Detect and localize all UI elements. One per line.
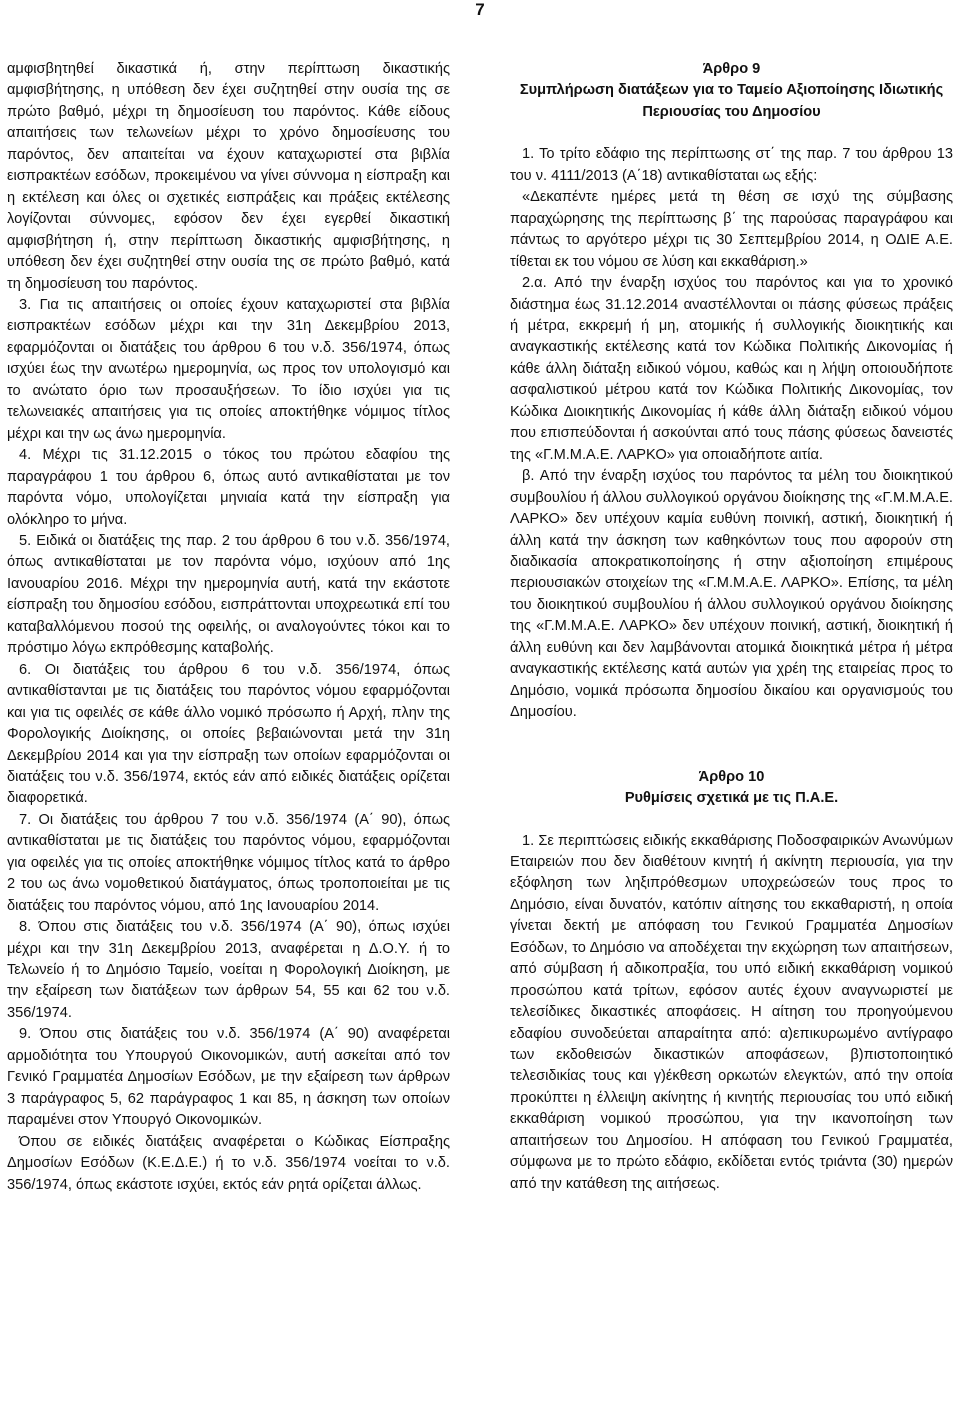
article-9-paragraph-1: 1. Το τρίτο εδάφιο της περίπτωσης στ΄ της παρ. 7 του άρθρου 13 του ν. 4111/2013 (Α΄18) αντικαθίσταται ως εξής: (510, 146, 953, 184)
article-10-subtitle: Ρυθμίσεις σχετικά με τις Π.Α.Ε. (624, 790, 839, 807)
paragraph-6: 6. Οι διατάξεις του άρθρου 6 του ν.δ. 356/1974, όπως αντικαθίστανται με τις διατάξεις του παρόντος νόμου εφαρμόζονται και για τις οφειλές σε κάθε άλλο νομικό πρόσωπο ή Αρχή, πλην της Φορολογικής Διοίκησης, οι οποίες βεβαιώνονται μετά την 31η Δεκεμβρίου 2014 και για την είσπραξη των οποίων εφαρμόζονται οι διατάξεις του ν.δ. 356/1974, εκτός εάν από ειδικές διατάξεις ορίζεται διαφορετικά. (7, 661, 450, 807)
article-9-title: Άρθρο 9 (702, 61, 761, 77)
paragraph-8: 8. Όπου στις διατάξεις του ν.δ. 356/1974 (Α΄ 90), όπως ισχύει μέχρι και την 31η Δεκεμβρίου 2013, αναφέρεται η Δ.Ο.Υ. ή το Τελωνείο ή το Δημόσιο Ταμείο, νοείται η Φορολογική Διοίκηση, με την εξαίρεση των διατάξεων των άρθρων 54, 55 και 62 του ν.δ. 356/1974. (7, 919, 450, 1021)
article-10-title: Άρθρο 10 (698, 768, 765, 785)
left-column (7, 59, 450, 1196)
spacer (510, 123, 953, 144)
spacer (510, 810, 953, 831)
article-9-paragraph-2b: β. Από την έναρξη ισχύος του παρόντος τα μέλη του διοικητικού συμβουλίου ή άλλου συλλογικού οργάνου διοίκησης της «Γ.Μ.Μ.Α.Ε. ΛΑΡΚΟ» δεν υπέχουν καμία ευθύνη ποινική, αστική, διοικητική ή άλλη κατά την άσκηση των καθηκόντων τους που αφορούν στη διαδικασία αποκρατικοποίησης ή στην αξιοποίηση επιμέρους περιουσιακών στοιχείων της «Γ.Μ.Μ.Α.Ε. ΛΑΡΚΟ». Επίσης, τα μέλη του διοικητικού συμβουλίου ή άλλου συλλογικού οργάνου διοίκησης της «Γ.Μ.Μ.Α.Ε. ΛΑΡΚΟ» δεν υπέχουν ποινική, αστική, διοικητική ή άλλη ευθύνη και δεν λαμβάνονται ατομικά διοικητικά μέτρα ή μέτρα αναγκαστικής εκτέλεσης κατά αυτών για χρέη της εταιρείας προς το Δημόσιο, νομικά πρόσωπα δημοσίου δικαίου και οργανισμούς του Δημοσίου. (510, 468, 953, 721)
article-9-quote: «Δεκαπέντε ημέρες μετά τη θέση σε ισχύ της σύμβασης παραχώρησης της περίπτωσης β΄ της παρούσας παραγράφου και πάντως το αργότερο μέχρι τις 30 Σεπτεμβρίου 2014, η ΟΔΙΕ Α.Ε. τίθεται εκ του νόμου σε λύση και εκκαθάριση.» (510, 189, 953, 270)
paragraph-5: 5. Ειδικά οι διατάξεις της παρ. 2 του άρθρου 6 του ν.δ. 356/1974, όπως αντικαθίσταται με τον παρόντα νόμο, ισχύουν από 1ης Ιανουαρίου 2016. Μέχρι την ημερομηνία αυτή, κατά την εκάστοτε είσπραξη του δημοσίου εσόδου, εισπράττονται υποχρεωτικά επί του καταβαλλόμενου ποσού της οφειλής, οι αναλογούντες τόκοι και το πρόστιμο λόγω εκπρόθεσμης καταβολής. (7, 532, 450, 657)
paragraph-3: 3. Για τις απαιτήσεις οι οποίες έχουν καταχωριστεί στα βιβλία εισπρακτέων εσόδων μέχρι και την 31η Δεκεμβρίου 2013, εφαρμόζονται οι διατάξεις του άρθρου 6 του ν.δ. 356/1974, όπως ισχύει έως την ανωτέρω ημερομηνία, ως προς τον υπολογισμό και το ανώτατο όριο των προσαυξήσεων. Το ίδιο ισχύει για τις τελωνειακές απαιτήσεις για τις οποίες αποκτήθηκε νόμιμος τίτλος μέχρι και την ως άνω ημερομηνία. (7, 296, 450, 442)
article-10-paragraph-1: 1. Σε περιπτώσεις ειδικής εκκαθάρισης Ποδοσφαιρικών Ανωνύμων Εταιρειών που δεν διαθέτουν κινητή ή ακίνητη περιουσία, για την εξόφληση των ληξιπρόθεσμων υποχρεώσεών τους προς το Δημόσιο, είναι δυνατόν, κατόπιν αίτησης του εκκαθαριστή, η οποία γίνεται δεκτή με απόφαση του Γενικού Γραμματέα Δημοσίων Εσόδων, το Δημόσιο να αποδέχεται την εκχώρηση των απαιτήσεων, από σύμβαση ή αδικοπραξία, του υπό ειδική εκκαθάριση νομικού προσώπου κατά τρίτων, εφόσον αυτές έχουν αναγνωριστεί με τελεσίδικες δικαστικές αποφάσεις. Η αίτηση του προηγούμενου εδαφίου συνοδεύεται απαραίτητα από: α)επικυρωμένο αντίγραφο των εκδοθεισών δικαστικών αποφάσεων, β)πιστοποιητικό τελεσιδικίας τους και γ)έκθεση ορκωτών ελεγκτών, από την οποία προκύπτει η έλλειψη ακίνητης ή κινητής περιουσίας του υπό ειδική εκκαθάριση νομικού προσώπου, για την ικανοποίηση των απαιτήσεων του Δημοσίου. Η απόφαση του Γενικού Γραμματέα, σύμφωνα με το πρώτο εδάφιο, εκδίδεται εντός τριάντα (30) ημερών από την κατάθεση της αιτήσεως. (510, 832, 953, 1192)
paragraph-continuation: αμφισβητηθεί δικαστικά ή, στην περίπτωση δικαστικής αμφισβήτησης, η υπόθεση δεν έχει συζητηθεί στην ουσία της σε πρώτο βαθμό, μέχρι τη δημοσίευση του παρόντος. Κάθε είδους απαιτήσεις των τελωνείων μέχρι το χρόνο δημοσίευσης του παρόντος, δεν απαιτείται να έχουν καταχωριστεί στα βιβλία εισπρακτέων εσόδων, προκειμένου να γίνει σύννομα η είσπραξη και η εκτέλεση και όλες οι σχετικές εισπράξεις και πράξεις εκτέλεσης λογίζονται σύννομες, εφόσον δεν έχει εγερθεί δικαστική αμφισβήτηση ή, στην περίπτωση δικαστικής αμφισβήτησης, η υπόθεση δεν έχει συζητηθεί στην ουσία της σε πρώτο βαθμό, κατά τη δημοσίευση του παρόντος. (7, 61, 450, 292)
paragraph-7: 7. Οι διατάξεις του άρθρου 7 του ν.δ. 356/1974 (Α΄ 90), όπως αντικαθίσταται με τις διατάξεις του παρόντος νόμου, εφαρμόζονται για οφειλές για τις οποίες αποκτήθηκε νόμιμος τίτλος κατά το άρθρο 2 του ως άνω νομοθετικού διατάγματος, όπως τροποποιείται με τις διατάξεις του παρόντος νόμου, από 1ης Ιανουαρίου 2014. (7, 811, 450, 914)
paragraph-4: 4. Μέχρι τις 31.12.2015 ο τόκος του πρώτου εδαφίου της παραγράφου 1 του άρθρου 6, όπως αυτό αντικαθίσταται με τον παρόντα νόμο, υπολογίζεται μηνιαία κατά την είσπραξη για ολόκληρο το μήνα. (7, 447, 450, 528)
right-column (510, 59, 953, 1195)
article-9-paragraph-2a: 2.α. Από την έναρξη ισχύος του παρόντος και για το χρονικό διάστημα έως 31.12.2014 αναστέλλονται οι πάσης φύσεως πράξεις ή μέτρα, εκκρεμή ή μη, ατομικής ή συλλογικής διοικητικής και αναγκαστικής εκτέλεσης κατά τον Κώδικα Πολιτικής Δικονομίας ή κάθε άλλη διάταξη ειδικού νόμου, καθώς και η λήψη οποιουδήποτε ασφαλιστικού μέτρου κατά τον Κώδικα Πολιτικής Δικονομίας, τον Κώδικα Διοικητικής Δικονομίας ή κάθε άλλη διάταξη ειδικού νόμου που επισπεύδονται ή ασκούνται από τους πάσης φύσεως δανειστές της «Γ.Μ.Μ.Α.Ε. ΛΑΡΚΟ» για οποιαδήποτε αιτία. (510, 275, 953, 463)
spacer (510, 724, 953, 767)
article-9-subtitle: Συμπλήρωση διατάξεων για το Ταμείο Αξιοποίησης Ιδιωτικής Περιουσίας του Δημοσίου (519, 82, 944, 120)
page-number: 7 (475, 0, 485, 19)
paragraph-kede: Όπου σε ειδικές διατάξεις αναφέρεται ο Κώδικας Είσπραξης Δημοσίων Εσόδων (Κ.Ε.Δ.Ε.) ή το ν.δ. 356/1974 νοείται το ν.δ. 356/1974, όπως εκάστοτε ισχύει, εκτός εάν ρητά ορίζεται άλλως. (7, 1133, 450, 1193)
paragraph-9: 9. Όπου στις διατάξεις του ν.δ. 356/1974 (Α΄ 90) αναφέρεται αρμοδιότητα του Υπουργού Οικονομικών, αυτή ασκείται από τον Γενικό Γραμματέα Δημοσίων Εσόδων, με την εξαίρεση των άρθρων 3 παράγραφος 5, 62 παράγραφος 1 και 85, η άσκηση των οποίων παραμένει στον Υπουργό Οικονομικών. (7, 1026, 450, 1129)
